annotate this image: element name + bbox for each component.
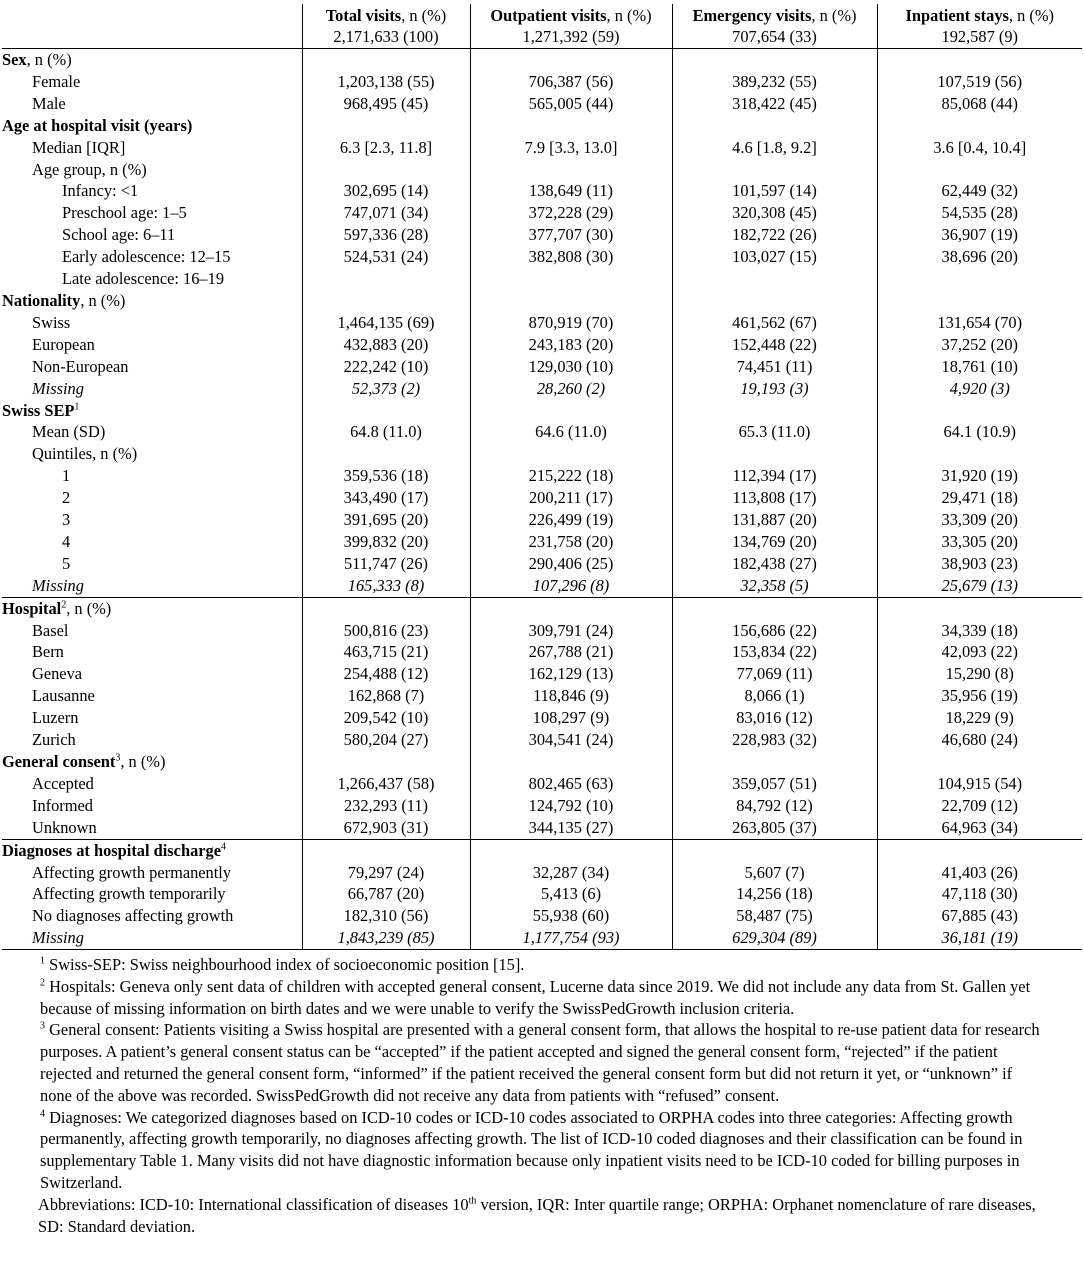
value-cell: 1,266,437 (58) (302, 773, 470, 795)
row-label (2, 400, 302, 422)
value-cell: 232,293 (11) (302, 795, 470, 817)
value-cell: 580,204 (27) (302, 729, 470, 751)
row-label: Missing (2, 927, 302, 949)
value-cell: 162,129 (13) (470, 663, 672, 685)
row-label: Median [IQR] (32, 137, 126, 157)
value-cell: 118,846 (9) (470, 685, 672, 707)
footnotes (40, 954, 1040, 1237)
row-label: Zurich (32, 730, 76, 750)
value-cell (877, 49, 1082, 71)
header-total: Total visits, n (%) 2,171,633 (100) (302, 4, 470, 49)
table-row (2, 620, 1082, 642)
characteristics-table (2, 4, 1082, 950)
value-cell: 67,885 (43) (877, 905, 1082, 927)
value-cell: 41,403 (26) (877, 862, 1082, 884)
section-header-row (2, 290, 1082, 312)
footnote-marker: 1 (74, 401, 80, 413)
value-cell: 38,696 (20) (877, 246, 1082, 268)
table-body (2, 49, 1082, 950)
value-cell: 231,758 (20) (470, 531, 672, 553)
table-row (2, 883, 1082, 905)
value-cell (877, 839, 1082, 861)
value-cell: 391,695 (20) (302, 509, 470, 531)
value-cell: 309,791 (24) (470, 620, 672, 642)
value-cell: 304,541 (24) (470, 729, 672, 751)
row-label: Bern (32, 642, 64, 662)
footnote-marker: 4 (221, 841, 227, 853)
value-cell: 31,920 (19) (877, 465, 1082, 487)
value-cell: 209,542 (10) (302, 707, 470, 729)
value-cell: 432,883 (20) (302, 334, 470, 356)
value-cell: 134,769 (20) (672, 531, 877, 553)
value-cell: 64.8 (11.0) (302, 421, 470, 443)
value-cell: 263,805 (37) (672, 817, 877, 839)
value-cell: 747,071 (34) (302, 202, 470, 224)
footnote-3: $^3$ General consent: Patients visiting a Swiss hospital are presented with a general consent form, that allows the hospital to re-use patient data for research purposes. A patient’s general consent status can be “accepted” if the patient accepted and signed the general consent form, “rejected” if the patient rejected and returned the general consent form, “informed” if the patient received the general consent form but did not return it yet, or “unknown” if none of the above was recorded. SwissPedGrowth did not receive any data from patients with “refused” consent. (40, 1020, 1040, 1105)
value-cell: 64.6 (11.0) (470, 421, 672, 443)
value-cell: 152,448 (22) (672, 334, 877, 356)
value-cell (672, 268, 877, 290)
row-label: Early adolescence: 12–15 (62, 247, 231, 267)
value-cell: 165,333 (8) (302, 575, 470, 597)
value-cell: 107,519 (56) (877, 71, 1082, 93)
value-cell: 103,027 (15) (672, 246, 877, 268)
row-label: Non-European (32, 356, 129, 376)
value-cell: 131,654 (70) (877, 312, 1082, 334)
row-label: Missing (32, 378, 84, 398)
table-row (2, 927, 1082, 949)
row-label: European (32, 334, 95, 354)
row-label: Missing (32, 575, 84, 595)
table-row (2, 685, 1082, 707)
value-cell: 1,177,754 (93) (470, 927, 672, 949)
table-row (2, 137, 1082, 159)
row-label: 5 (62, 553, 71, 573)
value-cell: 802,465 (63) (470, 773, 672, 795)
value-cell (470, 159, 672, 181)
table-row (2, 224, 1082, 246)
value-cell (672, 115, 877, 137)
value-cell: 107,296 (8) (470, 575, 672, 597)
value-cell: 37,252 (20) (877, 334, 1082, 356)
value-cell (877, 751, 1082, 773)
section-title: General consent (2, 752, 116, 771)
value-cell: 46,680 (24) (877, 729, 1082, 751)
row-label: Lausanne (32, 686, 95, 706)
value-cell: 565,005 (44) (470, 93, 672, 115)
abbreviations: Abbreviations: ICD-10: International classification of diseases 10th version, IQR: Inter quartile range; ORPHA: Orphanet nomenclature of rare diseases, SD: Standard deviation. (38, 1194, 1036, 1236)
value-cell (302, 115, 470, 137)
value-cell: 47,118 (30) (877, 883, 1082, 905)
value-cell: 42,093 (22) (877, 641, 1082, 663)
value-cell: 372,228 (29) (470, 202, 672, 224)
value-cell (302, 49, 470, 71)
value-cell: 226,499 (19) (470, 509, 672, 531)
table-row (2, 707, 1082, 729)
value-cell: 8,066 (1) (672, 685, 877, 707)
table-row (2, 93, 1082, 115)
value-cell (470, 839, 672, 861)
footnote-marker: 2 (61, 599, 67, 611)
section-title: Hospital (2, 598, 62, 618)
value-cell: 29,471 (18) (877, 487, 1082, 509)
table-row (2, 553, 1082, 575)
value-cell (672, 290, 877, 312)
section-title: Nationality (2, 290, 81, 310)
row-label: 2 (62, 488, 71, 508)
value-cell (470, 290, 672, 312)
value-cell: 58,487 (75) (672, 905, 877, 927)
footnote-1: $^1$ Swiss-SEP: Swiss neighbourhood index of socioeconomic position [15]. (40, 955, 525, 974)
section-header-row (2, 751, 1082, 773)
row-label: Male (32, 93, 66, 113)
value-cell: 65.3 (11.0) (672, 421, 877, 443)
value-cell: 36,907 (19) (877, 224, 1082, 246)
value-cell: 112,394 (17) (672, 465, 877, 487)
footnote-2: $^2$ Hospitals: Geneva only sent data of children with accepted general consent, Lucerne data since 2019. We did not include any data from St. Gallen yet because of missing information on birth dates and we were unable to verify the SwissPedGrowth inclusion criteria. (40, 976, 1031, 1018)
value-cell: 254,488 (12) (302, 663, 470, 685)
row-label (2, 751, 302, 773)
value-cell: 33,305 (20) (877, 531, 1082, 553)
table-row (2, 862, 1082, 884)
value-cell: 243,183 (20) (470, 334, 672, 356)
value-cell: 597,336 (28) (302, 224, 470, 246)
value-cell (470, 751, 672, 773)
value-cell: 104,915 (54) (877, 773, 1082, 795)
value-cell: 382,808 (30) (470, 246, 672, 268)
value-cell: 153,834 (22) (672, 641, 877, 663)
value-cell: 399,832 (20) (302, 531, 470, 553)
value-cell: 79,297 (24) (302, 862, 470, 884)
value-cell (302, 597, 470, 619)
section-title: Swiss SEP (2, 400, 75, 420)
value-cell: 3.6 [0.4, 10.4] (877, 137, 1082, 159)
header-empty-cell (2, 4, 302, 49)
table-row (2, 159, 1082, 181)
table-row (2, 905, 1082, 927)
value-cell: 461,562 (67) (672, 312, 877, 334)
header-inpatient: Inpatient stays, n (%) 192,587 (9) (877, 4, 1082, 49)
value-cell (302, 290, 470, 312)
value-cell (302, 400, 470, 422)
value-cell (877, 115, 1082, 137)
value-cell: 968,495 (45) (302, 93, 470, 115)
table-row (2, 509, 1082, 531)
section-header-row (2, 115, 1082, 137)
table-row (2, 268, 1082, 290)
table-row (2, 465, 1082, 487)
value-cell (877, 597, 1082, 619)
table-row (2, 641, 1082, 663)
value-cell (672, 159, 877, 181)
row-label (2, 290, 302, 312)
value-cell: 64.1 (10.9) (877, 421, 1082, 443)
row-label: Basel (32, 620, 69, 640)
row-label (2, 115, 302, 137)
value-cell (470, 268, 672, 290)
value-cell: 377,707 (30) (470, 224, 672, 246)
value-cell (302, 751, 470, 773)
value-cell: 524,531 (24) (302, 246, 470, 268)
section-header-row (2, 400, 1082, 422)
value-cell: 32,358 (5) (672, 575, 877, 597)
table-row (2, 421, 1082, 443)
table-row (2, 795, 1082, 817)
value-cell (470, 597, 672, 619)
value-cell: 77,069 (11) (672, 663, 877, 685)
table-row (2, 443, 1082, 465)
value-cell: 84,792 (12) (672, 795, 877, 817)
value-cell: 706,387 (56) (470, 71, 672, 93)
value-cell: 18,229 (9) (877, 707, 1082, 729)
value-cell: 500,816 (23) (302, 620, 470, 642)
value-cell (302, 839, 470, 861)
value-cell: 36,181 (19) (877, 927, 1082, 949)
table-row (2, 202, 1082, 224)
value-cell: 511,747 (26) (302, 553, 470, 575)
value-cell: 389,232 (55) (672, 71, 877, 93)
value-cell: 19,193 (3) (672, 378, 877, 400)
row-label: Infancy: <1 (62, 181, 139, 201)
value-cell: 182,722 (26) (672, 224, 877, 246)
row-label: Luzern (32, 708, 79, 728)
row-label: School age: 6–11 (62, 225, 176, 245)
value-cell: 55,938 (60) (470, 905, 672, 927)
section-suffix: , n (%) (120, 752, 166, 771)
value-cell: 182,310 (56) (302, 905, 470, 927)
value-cell: 5,607 (7) (672, 862, 877, 884)
row-label: Age group, n (%) (32, 159, 147, 179)
section-suffix: , n (%) (66, 598, 112, 618)
row-label: Swiss (32, 312, 71, 332)
value-cell: 62,449 (32) (877, 180, 1082, 202)
value-cell (302, 159, 470, 181)
value-cell: 32,287 (34) (470, 862, 672, 884)
section-header-row (2, 597, 1082, 619)
value-cell: 359,536 (18) (302, 465, 470, 487)
row-label: Mean (SD) (32, 422, 106, 442)
value-cell: 7.9 [3.3, 13.0] (470, 137, 672, 159)
value-cell: 14,256 (18) (672, 883, 877, 905)
value-cell: 101,597 (14) (672, 180, 877, 202)
value-cell: 129,030 (10) (470, 356, 672, 378)
value-cell: 85,068 (44) (877, 93, 1082, 115)
row-label: Accepted (32, 773, 94, 793)
value-cell: 38,903 (23) (877, 553, 1082, 575)
value-cell: 124,792 (10) (470, 795, 672, 817)
value-cell (877, 268, 1082, 290)
value-cell (877, 159, 1082, 181)
value-cell: 182,438 (27) (672, 553, 877, 575)
value-cell (877, 443, 1082, 465)
section-title: Sex (2, 50, 27, 69)
value-cell (672, 443, 877, 465)
value-cell: 267,788 (21) (470, 641, 672, 663)
value-cell: 343,490 (17) (302, 487, 470, 509)
value-cell: 4.6 [1.8, 9.2] (672, 137, 877, 159)
table-row (2, 729, 1082, 751)
table-row (2, 334, 1082, 356)
value-cell: 108,297 (9) (470, 707, 672, 729)
value-cell: 131,887 (20) (672, 509, 877, 531)
value-cell: 1,843,239 (85) (302, 927, 470, 949)
value-cell: 138,649 (11) (470, 180, 672, 202)
table-row (2, 817, 1082, 839)
value-cell: 290,406 (25) (470, 553, 672, 575)
section-suffix: , n (%) (26, 50, 72, 69)
row-label: Informed (32, 795, 93, 815)
table-row (2, 71, 1082, 93)
header-outpatient: Outpatient visits, n (%) 1,271,392 (59) (470, 4, 672, 49)
header-emergency: Emergency visits, n (%) 707,654 (33) (672, 4, 877, 49)
value-cell (302, 268, 470, 290)
value-cell: 113,808 (17) (672, 487, 877, 509)
row-label: Geneva (32, 664, 83, 684)
value-cell (470, 400, 672, 422)
value-cell: 629,304 (89) (672, 927, 877, 949)
section-header-row (2, 839, 1082, 861)
value-cell: 64,963 (34) (877, 817, 1082, 839)
value-cell: 344,135 (27) (470, 817, 672, 839)
section-title: Diagnoses at hospital discharge (2, 840, 222, 860)
footnote-marker: 3 (115, 752, 121, 764)
row-label: 4 (62, 531, 71, 551)
section-title: Age at hospital visit (years) (2, 115, 193, 135)
value-cell: 83,016 (12) (672, 707, 877, 729)
value-cell: 228,983 (32) (672, 729, 877, 751)
value-cell: 359,057 (51) (672, 773, 877, 795)
value-cell (470, 115, 672, 137)
value-cell (470, 49, 672, 71)
row-label: Quintiles, n (%) (32, 444, 138, 464)
section-header-row (2, 49, 1082, 71)
value-cell: 54,535 (28) (877, 202, 1082, 224)
row-label: No diagnoses affecting growth (32, 906, 234, 926)
value-cell: 6.3 [2.3, 11.8] (302, 137, 470, 159)
value-cell: 215,222 (18) (470, 465, 672, 487)
value-cell: 4,920 (3) (877, 378, 1082, 400)
table-row (2, 246, 1082, 268)
value-cell: 22,709 (12) (877, 795, 1082, 817)
value-cell: 33,309 (20) (877, 509, 1082, 531)
value-cell (672, 400, 877, 422)
table-row (2, 663, 1082, 685)
value-cell: 28,260 (2) (470, 378, 672, 400)
value-cell: 15,290 (8) (877, 663, 1082, 685)
header-row (2, 4, 1082, 49)
section-suffix: , n (%) (80, 290, 126, 310)
row-label: Female (32, 71, 81, 91)
table-row (2, 312, 1082, 334)
value-cell: 5,413 (6) (470, 883, 672, 905)
table-row (2, 773, 1082, 795)
table-row (2, 180, 1082, 202)
row-label: 3 (62, 510, 71, 530)
value-cell: 320,308 (45) (672, 202, 877, 224)
value-cell (672, 839, 877, 861)
value-cell (672, 751, 877, 773)
table-row (2, 378, 1082, 400)
row-label (2, 839, 302, 861)
value-cell: 302,695 (14) (302, 180, 470, 202)
value-cell: 222,242 (10) (302, 356, 470, 378)
row-label (2, 49, 302, 71)
value-cell: 66,787 (20) (302, 883, 470, 905)
value-cell: 35,956 (19) (877, 685, 1082, 707)
value-cell (470, 443, 672, 465)
value-cell: 25,679 (13) (877, 575, 1082, 597)
value-cell: 1,464,135 (69) (302, 312, 470, 334)
value-cell: 34,339 (18) (877, 620, 1082, 642)
value-cell: 672,903 (31) (302, 817, 470, 839)
table-row (2, 575, 1082, 597)
value-cell: 156,686 (22) (672, 620, 877, 642)
value-cell (877, 290, 1082, 312)
row-label (2, 597, 302, 619)
value-cell (672, 597, 877, 619)
table-row (2, 356, 1082, 378)
value-cell: 200,211 (17) (470, 487, 672, 509)
value-cell: 463,715 (21) (302, 641, 470, 663)
row-label: 1 (62, 466, 71, 486)
table-row (2, 487, 1082, 509)
value-cell (672, 49, 877, 71)
value-cell: 318,422 (45) (672, 93, 877, 115)
row-label: Unknown (32, 817, 97, 837)
table-row (2, 531, 1082, 553)
row-label: Preschool age: 1–5 (62, 203, 187, 223)
value-cell: 162,868 (7) (302, 685, 470, 707)
row-label: Affecting growth permanently (32, 862, 232, 882)
value-cell: 52,373 (2) (302, 378, 470, 400)
row-label: Affecting growth temporarily (32, 884, 226, 904)
row-label: Late adolescence: 16–19 (62, 269, 225, 289)
footnote-4: $^4$ Diagnoses: We categorized diagnoses based on ICD-10 codes or ICD-10 codes associated to ORPHA codes into three categories: Affecting growth permanently, affecting growth temporarily, no diagnoses affecting growth. The list of ICD-10 coded diagnoses and their classification can be found in supplementary Table 1. Many visits did not have diagnostic information because only inpatient visits need to be ICD-10 coded for billing purposes in Switzerland. (40, 1107, 1023, 1192)
value-cell (302, 443, 470, 465)
value-cell: 870,919 (70) (470, 312, 672, 334)
value-cell: 18,761 (10) (877, 356, 1082, 378)
value-cell: 74,451 (11) (672, 356, 877, 378)
value-cell: 1,203,138 (55) (302, 71, 470, 93)
value-cell (877, 400, 1082, 422)
